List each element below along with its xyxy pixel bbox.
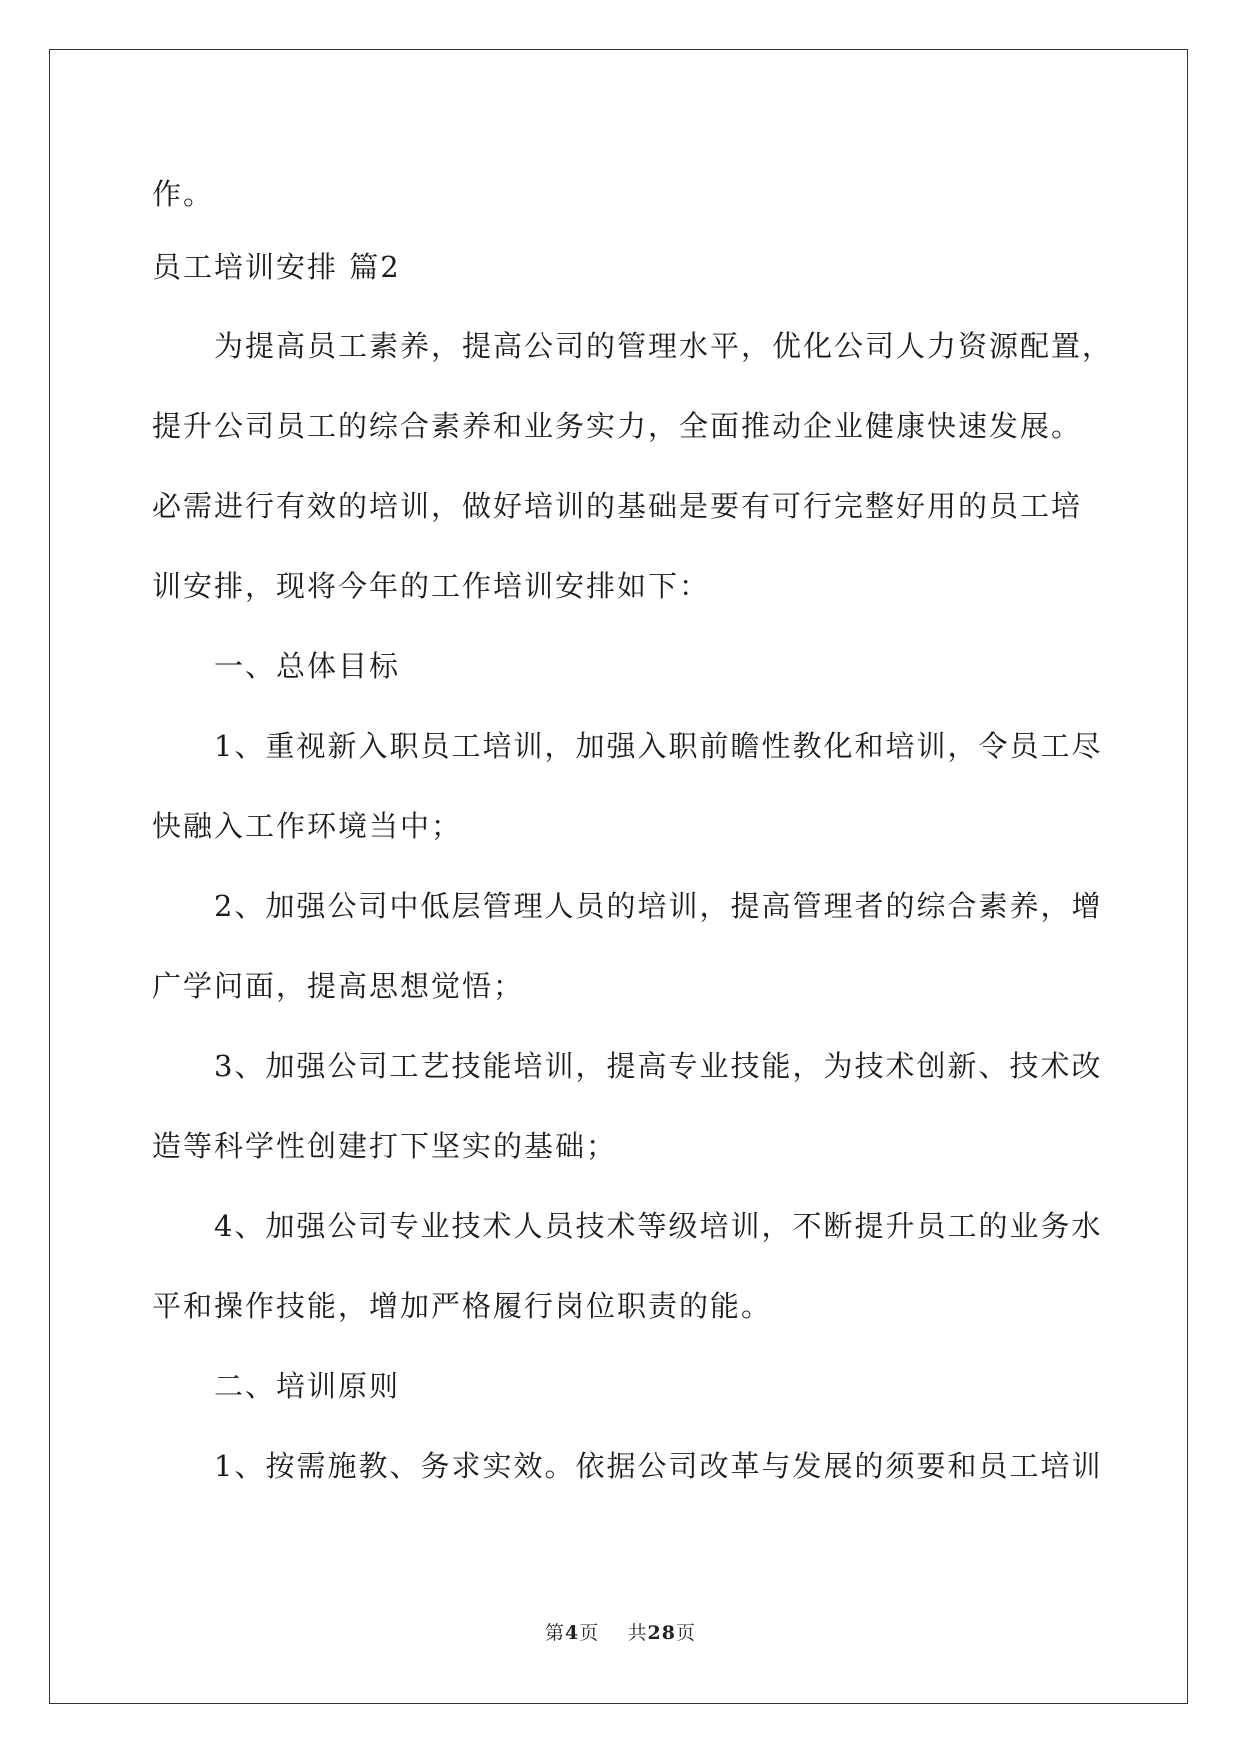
text-line: 平和操作技能，增加严格履行岗位职责的能。 (152, 1289, 773, 1323)
text-line: 训安排，现将今年的工作培训安排如下： (152, 569, 711, 603)
text-line: 提升公司员工的综合素养和业务实力，全面推动企业健康快速发展。 (152, 409, 1083, 443)
text-line: 广学问面，提高思想觉悟； (152, 969, 525, 1003)
text-line: 1、按需施教、务求实效。依据公司改革与发展的须要和员工培训 (214, 1449, 1103, 1483)
text-line: 3、加强公司工艺技能培训，提高专业技能，为技术创新、技术改 (214, 1049, 1103, 1083)
text-line: 造等科学性创建打下坚实的基础； (152, 1129, 618, 1163)
footer-total-suffix: 页 (675, 1622, 696, 1644)
text-line: 一、总体目标 (214, 649, 401, 683)
text-line: 必需进行有效的培训，做好培训的基础是要有可行完整好用的员工培 (152, 489, 1083, 523)
footer-current-page: 4 (565, 1622, 580, 1644)
text-line: 快融入工作环境当中； (152, 809, 463, 843)
text-line: 为提高员工素养，提高公司的管理水平，优化公司人力资源配置， (214, 329, 1114, 363)
footer-prefix: 第 (545, 1622, 566, 1644)
text-line: 2、加强公司中低层管理人员的培训，提高管理者的综合素养，增 (214, 889, 1103, 923)
footer-page-suffix: 页 (579, 1622, 600, 1644)
text-line: 1、重视新入职员工培训，加强入职前瞻性教化和培训，令员工尽 (214, 729, 1103, 763)
document-body (152, 160, 1114, 1506)
footer-total-prefix: 共 (627, 1622, 648, 1644)
text-line: 作。 (152, 177, 215, 211)
text-line: 二、培训原则 (214, 1369, 401, 1403)
text-line: 员工培训安排 篇2 (152, 250, 401, 284)
footer-total-pages: 28 (647, 1622, 676, 1644)
page-footer (0, 1618, 1241, 1645)
text-line: 4、加强公司专业技术人员技术等级培训，不断提升员工的业务水 (214, 1209, 1103, 1243)
